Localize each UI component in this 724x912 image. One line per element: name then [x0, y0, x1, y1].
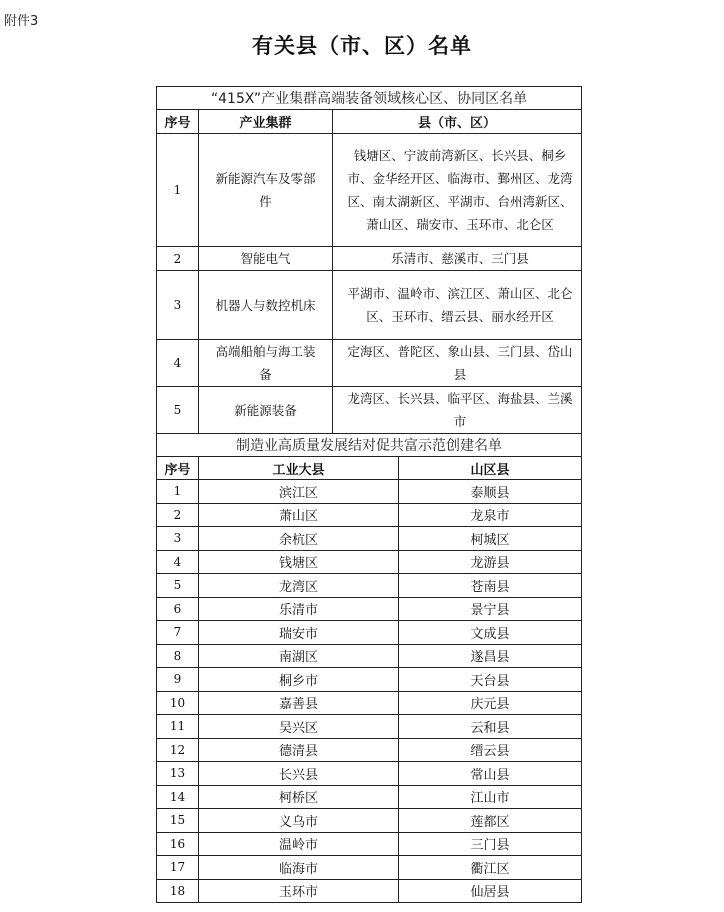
- row-number: 9: [157, 668, 199, 692]
- row-number: 13: [157, 762, 199, 786]
- row-number: 1: [157, 134, 199, 247]
- industrial-county: 玉环市: [199, 879, 399, 903]
- industrial-county: 龙湾区: [199, 574, 399, 598]
- mountain-county: 莲都区: [399, 809, 582, 833]
- industrial-county: 德清县: [199, 738, 399, 762]
- mountain-county: 柯城区: [399, 527, 582, 551]
- mountain-county: 仙居县: [399, 879, 582, 903]
- cluster-name: 高端船舶与海工装备: [199, 340, 333, 387]
- mountain-county: 龙游县: [399, 550, 582, 574]
- county-list: 平湖市、温岭市、滨江区、萧山区、北仑区、玉环市、缙云县、丽水经开区: [333, 271, 582, 340]
- mountain-county: 三门县: [399, 832, 582, 856]
- section2-heading: 制造业高质量发展结对促共富示范创建名单: [157, 434, 582, 457]
- county-list: 龙湾区、长兴县、临平区、海盐县、兰溪市: [333, 387, 582, 434]
- mountain-county: 云和县: [399, 715, 582, 739]
- table-row: [157, 715, 582, 739]
- industrial-county: 义乌市: [199, 809, 399, 833]
- table-row: [157, 271, 582, 340]
- county-list: 钱塘区、宁波前湾新区、长兴县、桐乡市、金华经开区、临海市、鄞州区、龙湾区、南太湖新区、平湖市、台州湾新区、萧山区、瑞安市、玉环市、北仑区: [333, 134, 582, 247]
- mountain-county: 江山市: [399, 785, 582, 809]
- industrial-county: 滨江区: [199, 480, 399, 504]
- cluster-name: 机器人与数控机床: [199, 271, 333, 340]
- cluster-name: 新能源汽车及零部件: [199, 134, 333, 247]
- row-number: 11: [157, 715, 199, 739]
- column-header-cluster: 产业集群: [199, 110, 333, 134]
- row-number: 8: [157, 644, 199, 668]
- mountain-county: 遂昌县: [399, 644, 582, 668]
- row-number: 1: [157, 480, 199, 504]
- row-number: 4: [157, 550, 199, 574]
- table-row: [157, 668, 582, 692]
- row-number: 10: [157, 691, 199, 715]
- section1-heading-row: [157, 87, 582, 110]
- industrial-county: 南湖区: [199, 644, 399, 668]
- table-body: [157, 87, 582, 903]
- table-row: [157, 503, 582, 527]
- county-list: 定海区、普陀区、象山县、三门县、岱山县: [333, 340, 582, 387]
- table-row: [157, 691, 582, 715]
- industrial-county: 钱塘区: [199, 550, 399, 574]
- table-row: [157, 340, 582, 387]
- mountain-county: 苍南县: [399, 574, 582, 598]
- industrial-county: 嘉善县: [199, 691, 399, 715]
- row-number: 4: [157, 340, 199, 387]
- table-row: [157, 832, 582, 856]
- row-number: 2: [157, 503, 199, 527]
- county-list-table: [156, 86, 582, 903]
- table-row: [157, 597, 582, 621]
- table-row: [157, 480, 582, 504]
- table-row: [157, 879, 582, 903]
- industrial-county: 桐乡市: [199, 668, 399, 692]
- row-number: 16: [157, 832, 199, 856]
- table-row: [157, 856, 582, 880]
- column-header-industrial: 工业大县: [199, 457, 399, 480]
- mountain-county: 天台县: [399, 668, 582, 692]
- section1-header-row: [157, 110, 582, 134]
- column-header-no: 序号: [157, 110, 199, 134]
- industrial-county: 乐清市: [199, 597, 399, 621]
- section1-heading: “415X”产业集群高端装备领域核心区、协同区名单: [157, 87, 582, 110]
- county-list: 乐清市、慈溪市、三门县: [333, 247, 582, 271]
- mountain-county: 庆元县: [399, 691, 582, 715]
- row-number: 5: [157, 574, 199, 598]
- mountain-county: 龙泉市: [399, 503, 582, 527]
- row-number: 3: [157, 271, 199, 340]
- cluster-name: 智能电气: [199, 247, 333, 271]
- row-number: 5: [157, 387, 199, 434]
- row-number: 3: [157, 527, 199, 551]
- section2-heading-row: [157, 434, 582, 457]
- table-row: [157, 809, 582, 833]
- industrial-county: 吴兴区: [199, 715, 399, 739]
- mountain-county: 缙云县: [399, 738, 582, 762]
- row-number: 18: [157, 879, 199, 903]
- industrial-county: 长兴县: [199, 762, 399, 786]
- industrial-county: 瑞安市: [199, 621, 399, 645]
- row-number: 7: [157, 621, 199, 645]
- industrial-county: 柯桥区: [199, 785, 399, 809]
- row-number: 12: [157, 738, 199, 762]
- section2-header-row: [157, 457, 582, 480]
- mountain-county: 景宁县: [399, 597, 582, 621]
- table-row: [157, 550, 582, 574]
- table-row: [157, 387, 582, 434]
- table-row: [157, 762, 582, 786]
- mountain-county: 文成县: [399, 621, 582, 645]
- table-row: [157, 247, 582, 271]
- attachment-label: 附件3: [4, 14, 39, 29]
- table-row: [157, 785, 582, 809]
- column-header-mountain: 山区县: [399, 457, 582, 480]
- table-row: [157, 644, 582, 668]
- row-number: 6: [157, 597, 199, 621]
- column-header-no: 序号: [157, 457, 199, 480]
- row-number: 17: [157, 856, 199, 880]
- cluster-name: 新能源装备: [199, 387, 333, 434]
- table-row: [157, 621, 582, 645]
- table-row: [157, 134, 582, 247]
- table-row: [157, 738, 582, 762]
- industrial-county: 临海市: [199, 856, 399, 880]
- mountain-county: 泰顺县: [399, 480, 582, 504]
- table-row: [157, 527, 582, 551]
- mountain-county: 常山县: [399, 762, 582, 786]
- industrial-county: 余杭区: [199, 527, 399, 551]
- row-number: 2: [157, 247, 199, 271]
- table-row: [157, 574, 582, 598]
- page-title: 有关县（市、区）名单: [252, 33, 472, 58]
- row-number: 14: [157, 785, 199, 809]
- industrial-county: 萧山区: [199, 503, 399, 527]
- industrial-county: 温岭市: [199, 832, 399, 856]
- column-header-counties: 县（市、区）: [333, 110, 582, 134]
- mountain-county: 衢江区: [399, 856, 582, 880]
- row-number: 15: [157, 809, 199, 833]
